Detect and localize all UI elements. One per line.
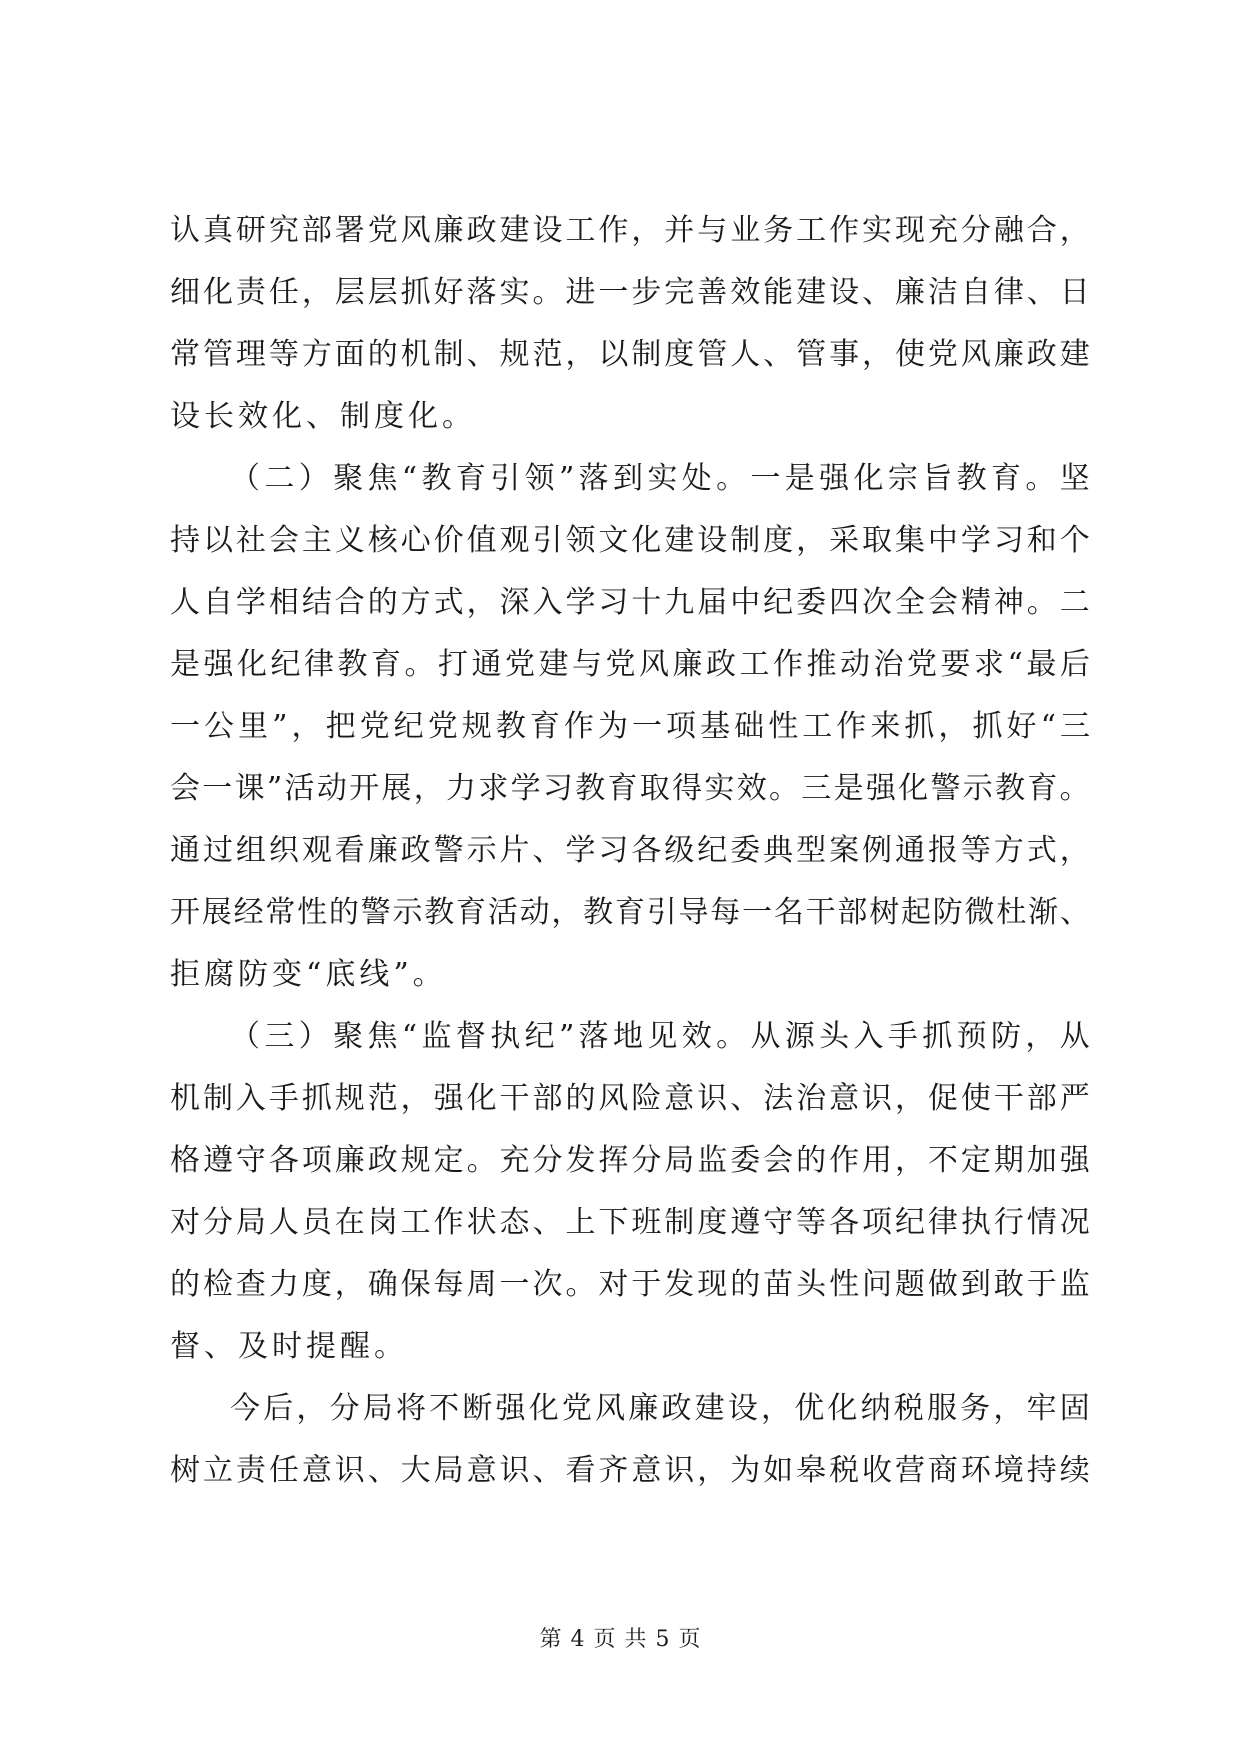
text-line: 人 自 学 相 结 合 的 方 式 ， 深 入 学 习 十 九 届 中 纪 委 四 次 全 会 精 神 。 二	[170, 585, 1090, 620]
text-line: 的 检 查 力 度 ， 确 保 每 周 一 次 。 对 于 发 现 的 苗 头 性 问 题 做 到 敢 于 监	[170, 1267, 1090, 1302]
text-line: 通 过 组 织 观 看 廉 政 警 示 片 、 学 习 各 级 纪 委 典 型 案 例 通 报 等 方 式 ，	[170, 833, 1090, 868]
paragraph	[170, 200, 1090, 448]
text-line: 持 以 社 会 主 义 核 心 价 值 观 引 领 文 化 建 设 制 度 ， 采 取 集 中 学 习 和 个	[170, 523, 1090, 558]
text-line: 常 管 理 等 方 面 的 机 制 、 规 范 ， 以 制 度 管 人 、 管 事 ， 使 党 风 廉 政 建	[170, 337, 1090, 372]
text-line: 细 化 责 任 ， 层 层 抓 好 落 实 。 进 一 步 完 善 效 能 建 设 、 廉 洁 自 律 、 日	[170, 275, 1090, 310]
text-line: 格 遵 守 各 项 廉 政 规 定 。 充 分 发 挥 分 局 监 委 会 的 作 用 ， 不 定 期 加 强	[170, 1143, 1090, 1178]
paragraph	[170, 1378, 1090, 1502]
paragraph	[170, 1006, 1090, 1378]
text-line: 开 展 经 常 性 的 警 示 教 育 活 动 ， 教 育 引 导 每 一 名 干 部 树 起 防 微 杜 渐 、	[170, 895, 1090, 930]
document-body	[170, 200, 1090, 1502]
page-footer: 第 4 页 共 5 页	[539, 1627, 702, 1652]
text-line: （ 二 ） 聚 焦 “ 教 育 引 领 ” 落 到 实 处 。 一 是 强 化 宗 旨 教 育 。 坚	[230, 461, 1090, 496]
text-line: 机 制 入 手 抓 规 范 ， 强 化 干 部 的 风 险 意 识 、 法 治 意 识 ， 促 使 干 部 严	[170, 1081, 1090, 1116]
text-line: 是 强 化 纪 律 教 育 。 打 通 党 建 与 党 风 廉 政 工 作 推 动 治 党 要 求 “ 最 后	[170, 647, 1090, 682]
text-line: 对 分 局 人 员 在 岗 工 作 状 态 、 上 下 班 制 度 遵 守 等 各 项 纪 律 执 行 情 况	[170, 1205, 1090, 1240]
text-line: 树 立 责 任 意 识 、 大 局 意 识 、 看 齐 意 识 ， 为 如 皋 税 收 营 商 环 境 持 续	[170, 1453, 1090, 1488]
text-line: 认 真 研 究 部 署 党 风 廉 政 建 设 工 作 ， 并 与 业 务 工 作 实 现 充 分 融 合 ，	[170, 213, 1090, 248]
text-line: 拒腐防变“底线”。	[170, 957, 447, 992]
text-line: 督、及时提醒。	[170, 1329, 408, 1364]
paragraph	[170, 448, 1090, 1006]
text-line: 设长效化、制度化。	[170, 399, 476, 434]
text-line: 今 后 ， 分 局 将 不 断 强 化 党 风 廉 政 建 设 ， 优 化 纳 税 服 务 ， 牢 固	[230, 1391, 1090, 1426]
text-line: （ 三 ） 聚 焦 “ 监 督 执 纪 ” 落 地 见 效 。 从 源 头 入 手 抓 预 防 ， 从	[230, 1019, 1090, 1054]
text-line: 会 一 课 ” 活 动 开 展 ， 力 求 学 习 教 育 取 得 实 效 。 三 是 强 化 警 示 教 育 。	[170, 771, 1090, 806]
text-line: 一 公 里 ” ， 把 党 纪 党 规 教 育 作 为 一 项 基 础 性 工 作 来 抓 ， 抓 好 “ 三	[170, 709, 1090, 744]
